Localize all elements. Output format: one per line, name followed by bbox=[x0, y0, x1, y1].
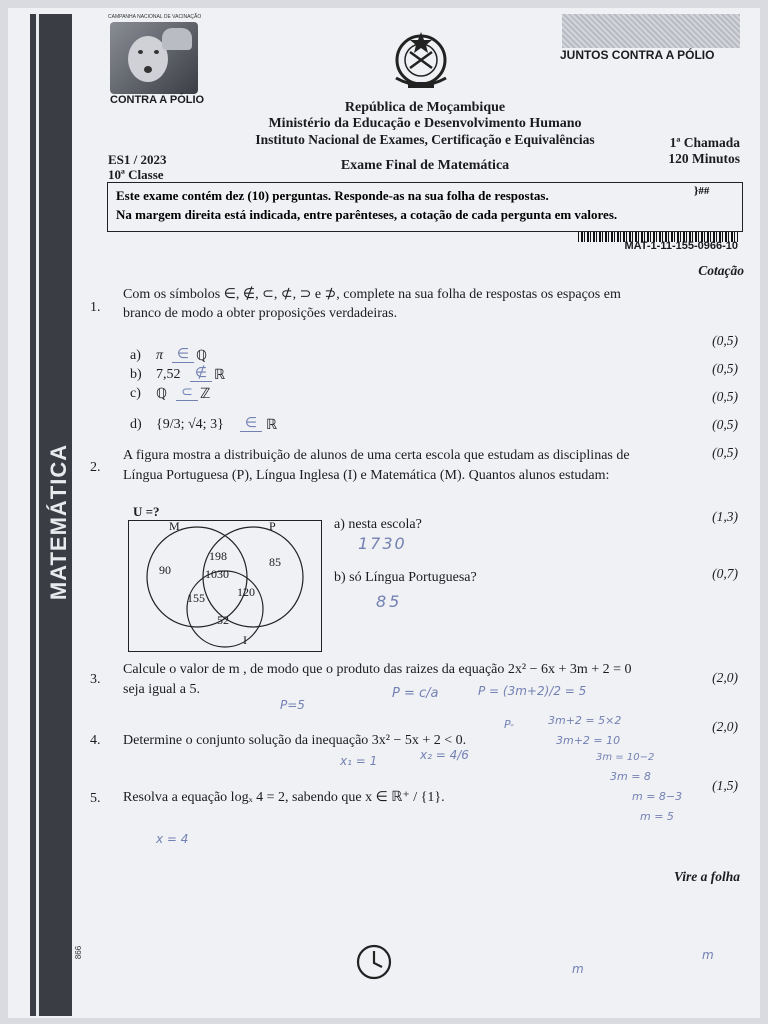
hw-doodle-1: m bbox=[572, 962, 584, 976]
q1c-score: (0,5) bbox=[712, 417, 738, 432]
q1c-set: ℤ bbox=[200, 387, 211, 402]
clock-icon bbox=[355, 943, 393, 981]
venn-p-i: 120 bbox=[237, 585, 255, 599]
instructions-box bbox=[107, 182, 743, 232]
hw-step-2: 3m+2 = 10 bbox=[556, 734, 621, 747]
q2a-score: (1,3) bbox=[712, 509, 738, 524]
subject-label-box bbox=[44, 404, 74, 644]
hw-p5: P=5 bbox=[280, 698, 305, 712]
q1d-score: (0,5) bbox=[712, 445, 738, 460]
venn-label-i: I bbox=[243, 633, 247, 647]
q1a-score: (0,5) bbox=[712, 361, 738, 376]
page-code: 866 bbox=[74, 945, 84, 960]
venn-diagram bbox=[128, 520, 322, 652]
venn-m-i: 155 bbox=[187, 591, 205, 605]
q1-text-2: branco de modo a obter proposições verdadeiras. bbox=[123, 306, 398, 321]
q2a-text: a) nesta escola? bbox=[334, 517, 422, 532]
hw-step-3: 3m = 10−2 bbox=[596, 752, 655, 763]
q4-text: Determine o conjunto solução da inequação 3x² − 5x + 2 < 0. bbox=[123, 733, 467, 748]
q3-text-1: Calcule o valor de m , de modo que o produto das raizes da equação 2x² − 6x + 3m + 2 = 0 bbox=[123, 662, 632, 677]
q1b-expr: 7,52 bbox=[156, 367, 181, 382]
q1-score: (0,5) bbox=[712, 333, 738, 348]
right-banner-pattern bbox=[562, 14, 740, 48]
q5-text: Resolva a equação logₓ 4 = 2, sabendo que x ∈ ℝ⁺ / {1}. bbox=[123, 790, 445, 805]
q2a-answer: 1730 bbox=[358, 534, 407, 553]
q1b-score: (0,5) bbox=[712, 389, 738, 404]
venn-universe: U =? bbox=[133, 504, 160, 519]
turn-page-note: Vire a folha bbox=[673, 869, 740, 884]
sidebar-line bbox=[36, 14, 39, 1016]
hw-step-1: 3m+2 = 5×2 bbox=[548, 714, 622, 727]
q1a-expr: π bbox=[156, 348, 164, 363]
exam-title: Exame Final de Matemática bbox=[340, 158, 510, 173]
exam-duration: 120 Minutos bbox=[668, 151, 740, 166]
instruction-line-1: Este exame contém dez (10) perguntas. Responde-as na sua folha de respostas. bbox=[116, 188, 549, 203]
polio-caption: CONTRA A PÓLIO bbox=[110, 94, 205, 106]
header-republic: República de Moçambique bbox=[344, 100, 506, 115]
notice-mark: }## bbox=[694, 185, 710, 197]
hw-x2: x₂ = 4/6 bbox=[420, 748, 469, 762]
polio-campaign-photo bbox=[110, 22, 198, 94]
polio-campaign-text: CAMPANHA NACIONAL DE VACINAÇÃO bbox=[108, 14, 202, 20]
venn-label-p: P bbox=[269, 519, 276, 533]
q2-text-1: A figura mostra a distribuição de alunos de uma certa escola que estudam as disciplinas de bbox=[123, 448, 630, 463]
venn-i-only: 52 bbox=[217, 613, 229, 627]
q1b-label: b) bbox=[130, 367, 142, 382]
q2-number: 2. bbox=[90, 460, 101, 475]
hw-p-dash: P- bbox=[504, 718, 515, 731]
venn-label-m: M bbox=[169, 519, 180, 533]
hw-x1: x₁ = 1 bbox=[340, 754, 378, 768]
q1c-answer: ⊂ bbox=[176, 384, 198, 401]
cotacao-heading: Cotação bbox=[698, 263, 744, 278]
venn-m-only: 90 bbox=[159, 563, 171, 577]
q1a-set: ℚ bbox=[196, 349, 208, 364]
q1b-set: ℝ bbox=[214, 368, 226, 383]
q1b-answer: ∉ bbox=[190, 365, 212, 382]
polio-slogan: JUNTOS CONTRA A PÓLIO bbox=[560, 48, 715, 62]
q1c-expr: ℚ bbox=[156, 387, 168, 402]
q1d-set: ℝ bbox=[266, 418, 278, 433]
q2-text-2: Língua Portuguesa (P), Língua Inglesa (I) e Matemática (M). Quantos alunos estudam: bbox=[123, 468, 610, 483]
q4-number: 4. bbox=[90, 733, 101, 748]
q3-text-2: seja igual a 5. bbox=[123, 682, 200, 697]
hw-step-6: m = 5 bbox=[640, 810, 674, 823]
q1d-expr: {9/3; √4; 3} bbox=[156, 417, 224, 432]
venn-center: 1030 bbox=[205, 567, 229, 581]
exam-serial: MAT-1-11-155-0966-10 bbox=[624, 240, 738, 252]
exam-grade: 10ª Classe bbox=[108, 167, 164, 182]
hw-p-ca: P = c/a bbox=[392, 686, 439, 701]
q1d-answer: ∈ bbox=[240, 415, 262, 432]
hw-step-5: m = 8−3 bbox=[632, 790, 683, 803]
q1-text-1: Com os símbolos ∈, ∉, ⊂, ⊄, ⊃ e ⊅, complete na sua folha de respostas os espaços em bbox=[123, 287, 621, 302]
sidebar-strip bbox=[30, 14, 72, 1016]
mozambique-emblem-icon bbox=[386, 28, 456, 94]
q2b-text: b) só Língua Portuguesa? bbox=[334, 570, 477, 585]
q4-score: (2,0) bbox=[712, 719, 738, 734]
q1-number: 1. bbox=[90, 300, 101, 315]
q5-number: 5. bbox=[90, 791, 101, 806]
venn-m-p: 198 bbox=[209, 549, 227, 563]
q2b-answer: 85 bbox=[376, 592, 403, 611]
q1d-label: d) bbox=[130, 417, 142, 432]
q1a-answer: ∈ bbox=[172, 346, 194, 363]
hw-step-4: 3m = 8 bbox=[610, 770, 651, 783]
venn-p-only: 85 bbox=[269, 555, 281, 569]
subject-label: MATEMÁTICA bbox=[46, 443, 71, 601]
q1a-label: a) bbox=[130, 348, 141, 363]
header-institute: Instituto Nacional de Exames, Certificação e Equivalências bbox=[255, 132, 595, 147]
header-ministry: Ministério da Educação e Desenvolvimento Humano bbox=[268, 116, 582, 131]
q5-score: (1,5) bbox=[712, 778, 738, 793]
instruction-line-2: Na margem direita está indicada, entre parênteses, a cotação de cada pergunta em valores. bbox=[116, 207, 618, 222]
hw-x4: x = 4 bbox=[156, 832, 189, 846]
exam-call: 1ª Chamada bbox=[669, 135, 740, 150]
hw-doodle-2: m bbox=[702, 948, 714, 962]
q3-score: (2,0) bbox=[712, 670, 738, 685]
q3-number: 3. bbox=[90, 672, 101, 687]
venn-circles bbox=[129, 521, 321, 651]
exam-code: ES1 / 2023 bbox=[108, 152, 167, 167]
hw-p-3m: P = (3m+2)/2 = 5 bbox=[478, 684, 587, 698]
q1c-label: c) bbox=[130, 386, 141, 401]
q2b-score: (0,7) bbox=[712, 566, 738, 581]
